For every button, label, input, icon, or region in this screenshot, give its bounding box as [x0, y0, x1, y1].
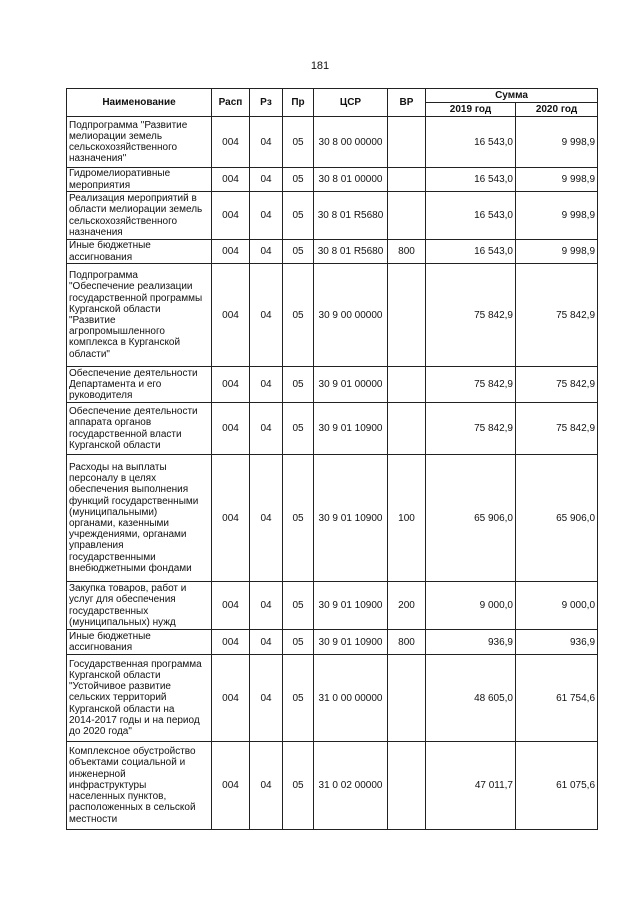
cell-name: Реализация мероприятий в области мелиорации земель сельскохозяйственного назначения — [67, 192, 212, 240]
cell-y2020: 9 998,9 — [516, 117, 598, 168]
table-row — [67, 367, 598, 403]
cell-rz: 04 — [250, 742, 283, 830]
cell-rasp: 004 — [212, 240, 250, 264]
table-row — [67, 403, 598, 455]
header-2019: 2019 год — [426, 103, 516, 117]
cell-y2019: 48 605,0 — [426, 655, 516, 742]
cell-name: Иные бюджетные ассигнования — [67, 630, 212, 655]
cell-rz: 04 — [250, 367, 283, 403]
cell-vr: 200 — [388, 582, 426, 630]
cell-csr: 30 8 00 00000 — [314, 117, 388, 168]
cell-name: Комплексное обустройство объектами социальной и инженерной инфраструктуры населенных пунктов, расположенных в сельской местности — [67, 742, 212, 830]
table-row — [67, 455, 598, 582]
table-row — [67, 192, 598, 240]
cell-vr — [388, 655, 426, 742]
cell-pr: 05 — [283, 582, 314, 630]
cell-name: Подпрограмма "Обеспечение реализации государственной программы Курганской области "Развитие агропромышленного комплекса в Курганской области" — [67, 264, 212, 367]
header-vr: ВР — [388, 89, 426, 117]
header-csr: ЦСР — [314, 89, 388, 117]
cell-y2019: 47 011,7 — [426, 742, 516, 830]
cell-pr: 05 — [283, 630, 314, 655]
cell-pr: 05 — [283, 403, 314, 455]
cell-vr: 100 — [388, 455, 426, 582]
header-sum: Сумма — [426, 89, 598, 103]
cell-pr: 05 — [283, 655, 314, 742]
cell-name: Гидромелиоративные мероприятия — [67, 168, 212, 192]
cell-rz: 04 — [250, 582, 283, 630]
cell-vr — [388, 264, 426, 367]
cell-vr — [388, 117, 426, 168]
cell-csr: 30 8 01 R5680 — [314, 240, 388, 264]
cell-rz: 04 — [250, 403, 283, 455]
cell-rasp: 004 — [212, 582, 250, 630]
table-row — [67, 655, 598, 742]
cell-csr: 30 8 01 00000 — [314, 168, 388, 192]
cell-y2020: 61 754,6 — [516, 655, 598, 742]
cell-y2019: 9 000,0 — [426, 582, 516, 630]
header-2020: 2020 год — [516, 103, 598, 117]
cell-csr: 30 8 01 R5680 — [314, 192, 388, 240]
cell-vr — [388, 367, 426, 403]
cell-csr: 30 9 01 10900 — [314, 403, 388, 455]
cell-csr: 31 0 00 00000 — [314, 655, 388, 742]
table-row — [67, 264, 598, 367]
header-rz: Рз — [250, 89, 283, 117]
cell-rz: 04 — [250, 455, 283, 582]
cell-csr: 30 9 01 00000 — [314, 367, 388, 403]
cell-y2019: 75 842,9 — [426, 403, 516, 455]
cell-csr: 30 9 01 10900 — [314, 630, 388, 655]
cell-rasp: 004 — [212, 367, 250, 403]
cell-name: Расходы на выплаты персоналу в целях обеспечения выполнения функций государственными (муниципальными) органами, казенными учреждениями, органами управления государственными внебюджетными фондами — [67, 455, 212, 582]
cell-y2020: 9 998,9 — [516, 168, 598, 192]
cell-y2020: 75 842,9 — [516, 403, 598, 455]
cell-vr — [388, 403, 426, 455]
cell-vr — [388, 168, 426, 192]
cell-rz: 04 — [250, 117, 283, 168]
cell-rasp: 004 — [212, 192, 250, 240]
cell-csr: 30 9 01 10900 — [314, 582, 388, 630]
cell-rasp: 004 — [212, 630, 250, 655]
cell-pr: 05 — [283, 240, 314, 264]
cell-rasp: 004 — [212, 264, 250, 367]
table-row — [67, 630, 598, 655]
cell-name: Иные бюджетные ассигнования — [67, 240, 212, 264]
cell-name: Обеспечение деятельности аппарата органов государственной власти Курганской области — [67, 403, 212, 455]
cell-rasp: 004 — [212, 117, 250, 168]
cell-rasp: 004 — [212, 403, 250, 455]
table-row — [67, 117, 598, 168]
cell-vr: 800 — [388, 630, 426, 655]
cell-rz: 04 — [250, 240, 283, 264]
budget-table — [66, 88, 598, 830]
cell-pr: 05 — [283, 742, 314, 830]
cell-y2020: 75 842,9 — [516, 264, 598, 367]
cell-y2019: 936,9 — [426, 630, 516, 655]
cell-y2020: 9 998,9 — [516, 240, 598, 264]
header-pr: Пр — [283, 89, 314, 117]
table-row — [67, 240, 598, 264]
cell-vr — [388, 742, 426, 830]
header-rasp: Расп — [212, 89, 250, 117]
cell-rz: 04 — [250, 264, 283, 367]
cell-pr: 05 — [283, 192, 314, 240]
cell-y2020: 9 000,0 — [516, 582, 598, 630]
cell-y2020: 9 998,9 — [516, 192, 598, 240]
cell-vr — [388, 192, 426, 240]
cell-rz: 04 — [250, 630, 283, 655]
cell-y2019: 75 842,9 — [426, 367, 516, 403]
table-row — [67, 582, 598, 630]
page-number: 181 — [310, 60, 330, 72]
cell-pr: 05 — [283, 264, 314, 367]
cell-y2020: 65 906,0 — [516, 455, 598, 582]
cell-y2019: 16 543,0 — [426, 168, 516, 192]
table-row — [67, 168, 598, 192]
cell-pr: 05 — [283, 117, 314, 168]
cell-rz: 04 — [250, 168, 283, 192]
cell-y2020: 936,9 — [516, 630, 598, 655]
cell-vr: 800 — [388, 240, 426, 264]
cell-pr: 05 — [283, 367, 314, 403]
cell-rasp: 004 — [212, 655, 250, 742]
cell-csr: 31 0 02 00000 — [314, 742, 388, 830]
cell-csr: 30 9 01 10900 — [314, 455, 388, 582]
cell-name: Подпрограмма "Развитие мелиорации земель сельскохозяйственного назначения" — [67, 117, 212, 168]
cell-y2019: 16 543,0 — [426, 192, 516, 240]
cell-rz: 04 — [250, 192, 283, 240]
header-name: Наименование — [67, 89, 212, 117]
cell-y2019: 65 906,0 — [426, 455, 516, 582]
cell-rasp: 004 — [212, 455, 250, 582]
cell-pr: 05 — [283, 455, 314, 582]
cell-y2019: 75 842,9 — [426, 264, 516, 367]
cell-csr: 30 9 00 00000 — [314, 264, 388, 367]
table-row — [67, 742, 598, 830]
cell-pr: 05 — [283, 168, 314, 192]
cell-y2020: 61 075,6 — [516, 742, 598, 830]
cell-name: Закупка товаров, работ и услуг для обеспечения государственных (муниципальных) нужд — [67, 582, 212, 630]
cell-name: Государственная программа Курганской области "Устойчивое развитие сельских территорий Курганской области на 2014-2017 годы и на период до 2020 года" — [67, 655, 212, 742]
cell-rasp: 004 — [212, 742, 250, 830]
cell-rasp: 004 — [212, 168, 250, 192]
cell-y2019: 16 543,0 — [426, 117, 516, 168]
cell-y2019: 16 543,0 — [426, 240, 516, 264]
cell-rz: 04 — [250, 655, 283, 742]
cell-name: Обеспечение деятельности Департамента и его руководителя — [67, 367, 212, 403]
cell-y2020: 75 842,9 — [516, 367, 598, 403]
